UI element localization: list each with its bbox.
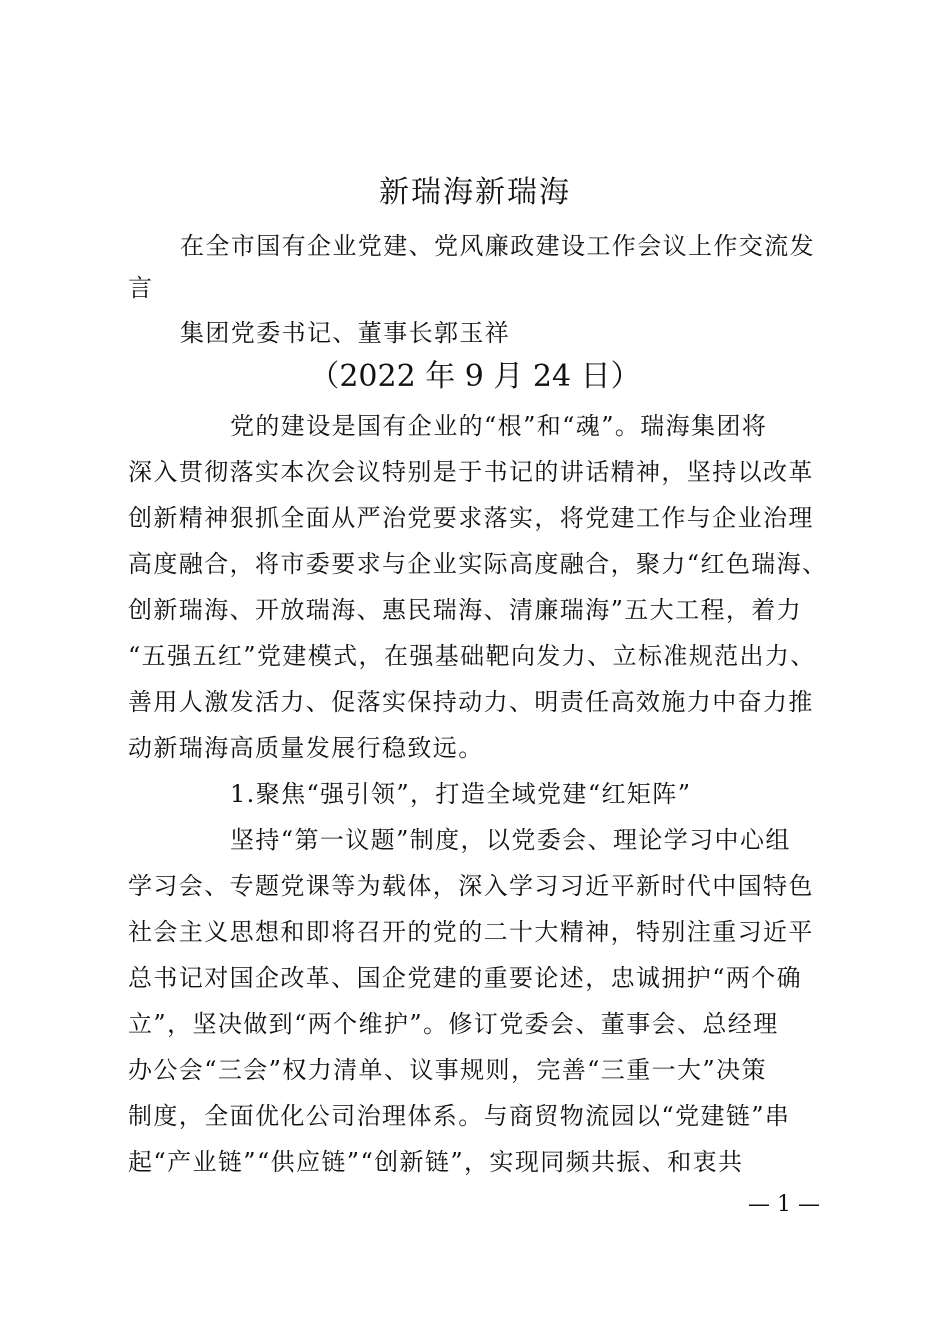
document-date: （2022 年 9 月 24 日） (309, 359, 641, 394)
paragraph-line: 党的建设是国有企业的“根”和“魂”。瑞海集团将 (230, 412, 768, 440)
paragraph-line: 社会主义思想和即将召开的党的二十大精神，特别注重习近平 (128, 918, 814, 946)
paragraph-line: 办公会“三会”权力清单、议事规则，完善“三重一大”决策 (128, 1056, 767, 1084)
paragraph-line: 坚持“第一议题”制度，以党委会、理论学习中心组 (230, 826, 791, 854)
paragraph-line: 高度融合，将市委要求与企业实际高度融合，聚力“红色瑞海、 (128, 550, 828, 578)
paragraph-line: “五强五红”党建模式，在强基础靶向发力、立标准规范出力、 (128, 642, 816, 670)
paragraph-line: 总书记对国企改革、国企党建的重要论述，忠诚拥护“两个确 (128, 964, 803, 992)
paragraph-line: 立”，坚决做到“两个维护”。修订党委会、董事会、总经理 (128, 1010, 779, 1038)
document-title: 新瑞海新瑞海 (379, 175, 571, 210)
page-number: — 1 — (748, 1192, 820, 1217)
section-heading: 1.聚焦“强引领”，打造全域党建“红矩阵” (230, 780, 692, 808)
paragraph-line: 制度，全面优化公司治理体系。与商贸物流园以“党建链”串 (128, 1102, 791, 1130)
paragraph-line: 创新瑞海、开放瑞海、惠民瑞海、清廉瑞海”五大工程，着力 (128, 596, 803, 624)
paragraph-line: 深入贯彻落实本次会议特别是于书记的讲话精神，坚持以改革 (128, 458, 814, 486)
subtitle-line: 言 (128, 274, 154, 302)
subtitle-line: 在全市国有企业党建、党风廉政建设工作会议上作交流发 (180, 232, 815, 260)
paragraph-line: 动新瑞海高质量发展行稳致远。 (128, 734, 484, 762)
paragraph-line: 创新精神狠抓全面从严治党要求落实，将党建工作与企业治理 (128, 504, 814, 532)
paragraph-line: 起“产业链”“供应链”“创新链”，实现同频共振、和衷共 (128, 1148, 744, 1176)
paragraph-line: 学习会、专题党课等为载体，深入学习习近平新时代中国特色 (128, 872, 814, 900)
speaker-line: 集团党委书记、董事长郭玉祥 (180, 319, 511, 347)
paragraph-line: 善用人激发活力、促落实保持动力、明责任高效施力中奋力推 (128, 688, 814, 716)
